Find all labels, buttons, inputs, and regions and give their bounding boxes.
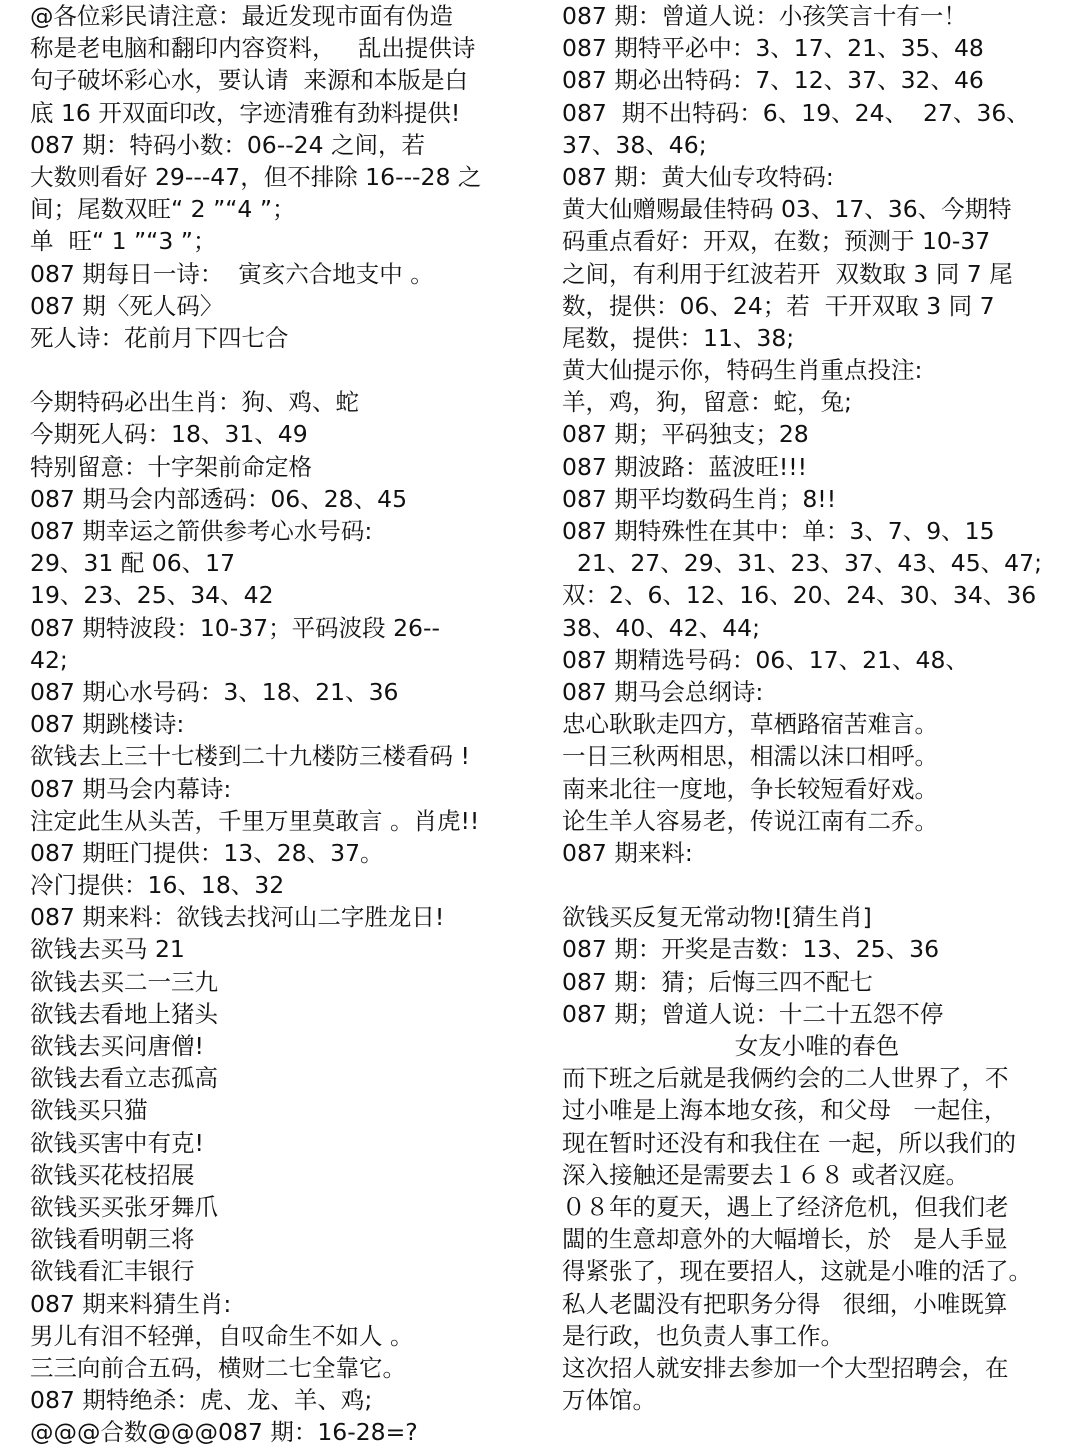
right-column xyxy=(562,0,1072,1416)
text-line: 黄大仙提示你，特码生肖重点投注: xyxy=(562,356,923,385)
text-line: 一日三秋两相思，相濡以沫口相呼。 xyxy=(562,742,938,771)
text-line: 087 期特绝杀：虎、龙、羊、鸡; xyxy=(30,1386,373,1415)
text-line: 087 期跳楼诗: xyxy=(30,710,185,739)
text-line: 南来北往一度地，争长较短看好戏。 xyxy=(562,774,938,803)
text-line: 欲钱去看地上猪头 xyxy=(30,999,218,1028)
text-line xyxy=(562,869,1072,901)
text-line: 羊，鸡，狗，留意：蛇，兔; xyxy=(562,388,852,417)
text-line: 底 16 开双面印改，字迹清雅有劲料提供! xyxy=(30,98,461,127)
text-line: 欲钱买只猫 xyxy=(30,1096,148,1125)
story-line: 过小唯是上海本地女孩，和父母 一起住， xyxy=(562,1096,1008,1125)
text-line: 三三向前合五码，横财二七全靠它。 xyxy=(30,1353,406,1382)
text-line: 今期特码必出生肖：狗、鸡、蛇 xyxy=(30,388,359,417)
story-line: 万体馆。 xyxy=(562,1386,656,1415)
text-line: 29、31 配 06、17 xyxy=(30,549,236,578)
text-line: 087 期〈死人码〉 xyxy=(30,291,224,320)
text-line: 087 期波路：蓝波旺!!! xyxy=(562,452,808,481)
text-line: 087 期：曾道人说：小孩笑言十有一！ xyxy=(562,2,967,30)
story-body xyxy=(562,1062,1072,1416)
story-title: 女友小唯的春色 xyxy=(734,1032,900,1060)
text-line: 尾数，提供：11、38; xyxy=(562,323,795,352)
text-line: 087 期：黄大仙专攻特码: xyxy=(562,162,834,191)
text-line: 欲钱买花枝招展 xyxy=(30,1160,195,1189)
text-line: 之间，有利用于红波若开 双数取 3 同 7 尾 xyxy=(562,259,1013,288)
text-line: 087 期马会内部透码：06、28、45 xyxy=(30,484,408,513)
text-line: 今期死人码：18、31、49 xyxy=(30,420,308,449)
text-line: 37、38、46; xyxy=(562,130,707,159)
text-line: 087 期每日一诗： 寅亥六合地支中 。 xyxy=(30,259,434,288)
text-line xyxy=(30,354,545,386)
text-line: 087 期；曾道人说：十二十五怨不停 xyxy=(562,999,944,1028)
story-line: 深入接触还是需要去１６８ 或者汉庭。 xyxy=(562,1160,969,1189)
text-line: 087 期精选号码：06、17、21、48、 xyxy=(562,645,969,674)
text-line: 句子破坏彩心水，要认请 来源和本版是白 xyxy=(30,66,468,95)
text-line: 死人诗：花前月下四七合 xyxy=(30,323,289,352)
text-line: 欲钱去看立志孤高 xyxy=(30,1064,218,1093)
story-line: 闆的生意却意外的大幅增长，於 是人手显 xyxy=(562,1225,1008,1254)
text-line: 087 期心水号码：3、18、21、36 xyxy=(30,677,399,706)
story-line: 现在暂时还没有和我住在 一起，所以我们的 xyxy=(562,1128,1016,1157)
text-line: 欲钱看汇丰银行 xyxy=(30,1257,195,1286)
text-line: 欲钱去买二一三九 xyxy=(30,967,218,996)
story-line: 得紧张了，现在要招人，这就是小唯的活了。 xyxy=(562,1257,1032,1286)
text-line: 单 旺“ 1 ”“3 ”； xyxy=(30,227,217,256)
story-line: 而下班之后就是我俩约会的二人世界了，不 xyxy=(562,1064,1009,1093)
text-line: 间；尾数双旺“ 2 ”“4 ”； xyxy=(30,195,296,224)
text-line: 黄大仙赠赐最佳特码 03、17、36、今期特 xyxy=(562,195,1012,224)
text-line: 冷门提供：16、18、32 xyxy=(30,871,285,900)
text-line: 忠心耿耿走四方，草栖路宿苦难言。 xyxy=(562,710,938,739)
text-line: 男儿有泪不轻弹，自叹命生不如人 。 xyxy=(30,1321,414,1350)
text-line: 欲钱去买马 21 xyxy=(30,935,185,964)
text-line: 087 期：猜；后悔三四不配七 xyxy=(562,967,873,996)
text-line: 087 期来料: xyxy=(562,838,693,867)
text-line: 087 期来料猜生肖: xyxy=(30,1289,232,1318)
text-line: 欲钱去买问唐僧! xyxy=(30,1032,204,1060)
text-line: 欲钱买害中有克! xyxy=(30,1128,204,1157)
text-line: 087 期特平必中：3、17、21、35、48 xyxy=(562,34,984,63)
story-line: 这次招人就安排去参加一个大型招聘会，在 xyxy=(562,1353,1009,1382)
text-line: 087 期马会内幕诗: xyxy=(30,774,232,803)
text-line: 087 期特波段：10-37；平码波段 26-- xyxy=(30,613,440,642)
text-line: 087 期：开奖是吉数：13、25、36 xyxy=(562,935,940,964)
text-line: 数，提供：06、24；若 干开双取 3 同 7 xyxy=(562,291,995,320)
text-line: 087 期必出特码：7、12、37、32、46 xyxy=(562,66,984,95)
text-line: 欲钱看明朝三将 xyxy=(30,1225,195,1254)
text-line: 087 期：特码小数：06--24 之间，若 xyxy=(30,130,426,159)
text-line: 大数则看好 29---47，但不排除 16---28 之 xyxy=(30,162,482,191)
text-line: 087 期幸运之箭供参考心水号码: xyxy=(30,517,373,545)
story-line: 私人老闆没有把职务分得 很细，小唯既算 xyxy=(562,1289,1008,1318)
text-line: 特别留意：十字架前命定格 xyxy=(30,452,312,481)
text-line: 087 期来料：欲钱去找河山二字胜龙日! xyxy=(30,903,445,932)
text-line: 087 期不出特码：6、19、24、 27、36、 xyxy=(562,98,1030,127)
text-line: 码重点看好：开双，在数；预测于 10-37 xyxy=(562,227,991,256)
text-line: 称是老电脑和翻印内容资料， 乱出提供诗 xyxy=(30,34,476,63)
text-line: 087 期；平码独支；28 xyxy=(562,420,809,449)
text-line: 欲钱买反复无常动物![猜生肖] xyxy=(562,903,872,932)
text-line: 087 期马会总纲诗: xyxy=(562,677,764,706)
text-line: @各位彩民请注意：最近发现市面有伪造 xyxy=(30,2,453,30)
text-line: 论生羊人容易老，传说江南有二乔。 xyxy=(562,806,938,835)
text-line: 19、23、25、34、42 xyxy=(30,581,274,610)
text-line: 38、40、42、44; xyxy=(562,613,761,642)
text-line: 注定此生从头苦，千里万里莫敢言 。肖虎!! xyxy=(30,806,480,835)
text-line: @@@合数@@@087 期：16-28=? xyxy=(30,1418,418,1447)
text-line: 欲钱去上三十七楼到二十九楼防三楼看码 ! xyxy=(30,742,470,771)
right-column-lines xyxy=(562,0,1072,1030)
text-line: 欲钱买买张牙舞爪 xyxy=(30,1192,218,1221)
text-line: 双：2、6、12、16、20、24、30、34、36 xyxy=(562,581,1037,610)
left-column xyxy=(30,0,545,1448)
text-line: 087 期特殊性在其中：单：3、7、9、15 xyxy=(562,517,995,545)
story-line: 是行政，也负责人事工作。 xyxy=(562,1321,844,1350)
text-line: 087 期平均数码生肖；8!! xyxy=(562,484,837,513)
story-line: ０８年的夏天，遇上了经济危机，但我们老 xyxy=(562,1192,1009,1221)
text-line: 42; xyxy=(30,645,68,674)
text-line: 087 期旺门提供：13、28、37。 xyxy=(30,838,384,867)
text-line: 21、27、29、31、23、37、43、45、47; xyxy=(562,549,1042,578)
